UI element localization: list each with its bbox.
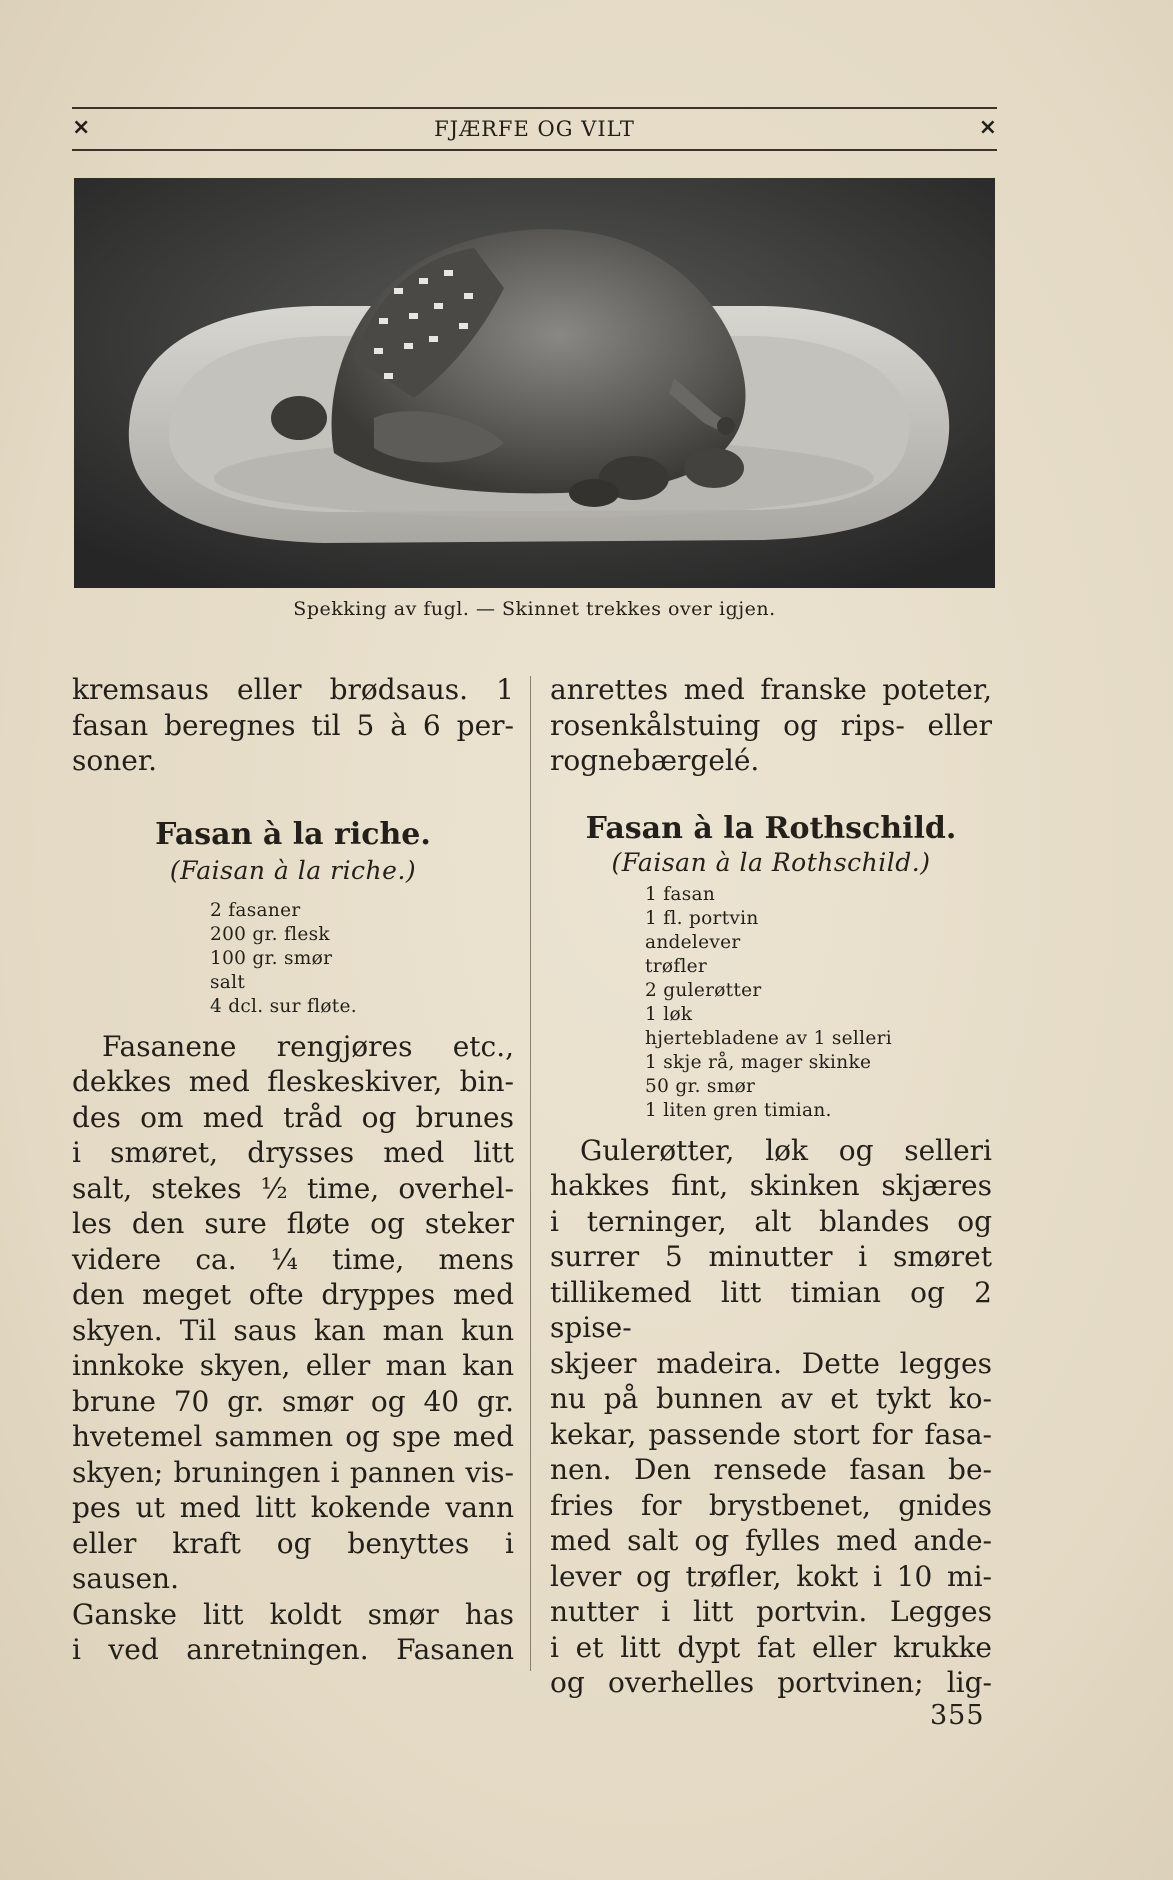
recipe-subtitle-riche: (Faisan à la riche.) <box>169 855 417 885</box>
text-line: i et litt dypt fat eller krukke <box>550 1630 992 1664</box>
ingredient-item: 1 løk <box>645 1003 693 1025</box>
recipe-subtitle-rothschild: (Faisan à la Rothschild.) <box>611 847 931 877</box>
ingredient-item: 1 skje rå, mager skinke <box>645 1051 872 1073</box>
ingredient-list-rothschild <box>550 883 992 1123</box>
running-head <box>72 107 997 151</box>
text-line: fasan beregnes til 5 à 6 per- <box>72 708 514 742</box>
text-line: surrer 5 minutter i smøret <box>550 1240 992 1273</box>
ingredient-item: 1 fl. portvin <box>645 907 759 929</box>
text-line: skyen. Til saus kan man kun <box>72 1313 514 1347</box>
text-line: les den sure fløte og steker <box>72 1207 514 1240</box>
text-line: rosenkålstuing og rips- eller <box>550 708 992 742</box>
text-line: kekar, passende stort for fasa- <box>550 1417 992 1451</box>
text-line: salt, stekes ½ time, overhel- <box>72 1171 514 1205</box>
text-line: skjeer madeira. Dette legges <box>550 1346 992 1380</box>
text-line: nen. Den rensede fasan be- <box>550 1453 992 1486</box>
text-line: og overhelles portvinen; lig- <box>550 1666 992 1699</box>
text-line: anrettes med franske poteter, <box>550 673 992 706</box>
right-column <box>550 672 992 1701</box>
text-line: i ved anretningen. Fasanen <box>72 1633 514 1666</box>
ingredient-item: 100 gr. smør <box>210 947 333 969</box>
text-line: skyen; bruningen i pannen vis- <box>72 1455 514 1489</box>
pheasant-on-platter-illustration <box>74 178 995 588</box>
text-line: fries for brystbenet, gnides <box>550 1488 992 1522</box>
text-line: brune 70 gr. smør og 40 gr. <box>72 1384 514 1418</box>
left-intro-paragraph <box>72 672 514 779</box>
text-line: med salt og fylles med ande- <box>550 1524 992 1557</box>
text-line: Fasanene rengjøres etc., <box>102 1029 514 1063</box>
text-line: hakkes fint, skinken skjæres <box>550 1169 992 1202</box>
ingredient-item: salt <box>210 971 246 993</box>
left-body-paragraph <box>72 1029 514 1668</box>
text-line: kremsaus eller brødsaus. 1 <box>72 673 514 706</box>
text-line: dekkes med fleskeskiver, bin- <box>72 1065 514 1098</box>
text-line: lever og trøfler, kokt i 10 mi- <box>550 1559 992 1593</box>
text-line: tillikemed litt timian og 2 spise- <box>550 1275 992 1344</box>
ingredient-item: trøfler <box>645 955 708 977</box>
page-number: 355 <box>930 1700 985 1731</box>
column-divider <box>530 676 531 1671</box>
ingredient-item: 2 gulerøtter <box>645 979 762 1001</box>
text-line: i smøret, drysses med litt <box>72 1136 514 1169</box>
text-line: eller kraft og benyttes i sausen. <box>72 1526 514 1595</box>
text-line: nutter i litt portvin. Legges <box>550 1595 992 1628</box>
ingredient-item: hjertebladene av 1 selleri <box>645 1027 892 1049</box>
ingredient-list-riche <box>72 899 514 1019</box>
ornament-mark-right: × <box>978 115 997 140</box>
text-line: nu på bunnen av et tykt ko- <box>550 1382 992 1415</box>
ingredient-item: 50 gr. smør <box>645 1075 756 1097</box>
running-head-title: FJÆRFE OG VILT <box>434 117 635 141</box>
ingredient-item: 1 liten gren timian. <box>645 1099 832 1121</box>
text-line: i terninger, alt blandes og <box>550 1204 992 1238</box>
ingredient-item: 4 dcl. sur fløte. <box>210 995 357 1017</box>
left-column <box>72 672 514 1668</box>
right-intro-paragraph <box>550 672 992 779</box>
photo-caption: Spekking av fugl. — Skinnet trekkes over igjen. <box>293 598 776 620</box>
recipe-title-riche: Fasan à la riche. <box>155 816 431 852</box>
text-line: pes ut med litt kokende vann <box>72 1491 514 1524</box>
text-line: innkoke skyen, eller man kan <box>72 1349 514 1382</box>
ingredient-item: 1 fasan <box>645 883 716 905</box>
ingredient-item: andelever <box>645 931 741 953</box>
right-body-paragraph <box>550 1133 992 1701</box>
text-line: Ganske litt koldt smør has <box>72 1597 514 1631</box>
text-line: soner. <box>72 744 158 777</box>
ingredient-item: 2 fasaner <box>210 899 301 921</box>
text-line: videre ca. ¼ time, mens <box>72 1242 514 1276</box>
text-line: des om med tråd og brunes <box>72 1100 514 1134</box>
text-line: den meget ofte dryppes med <box>72 1278 514 1311</box>
ingredient-item: 200 gr. flesk <box>210 923 330 945</box>
text-line: hvetemel sammen og spe med <box>72 1420 514 1453</box>
text-line: Gulerøtter, løk og selleri <box>580 1133 992 1167</box>
pheasant-photo <box>74 178 995 588</box>
text-line: rognebærgelé. <box>550 744 760 777</box>
recipe-title-rothschild: Fasan à la Rothschild. <box>585 810 957 846</box>
ornament-mark-left: × <box>72 115 91 140</box>
